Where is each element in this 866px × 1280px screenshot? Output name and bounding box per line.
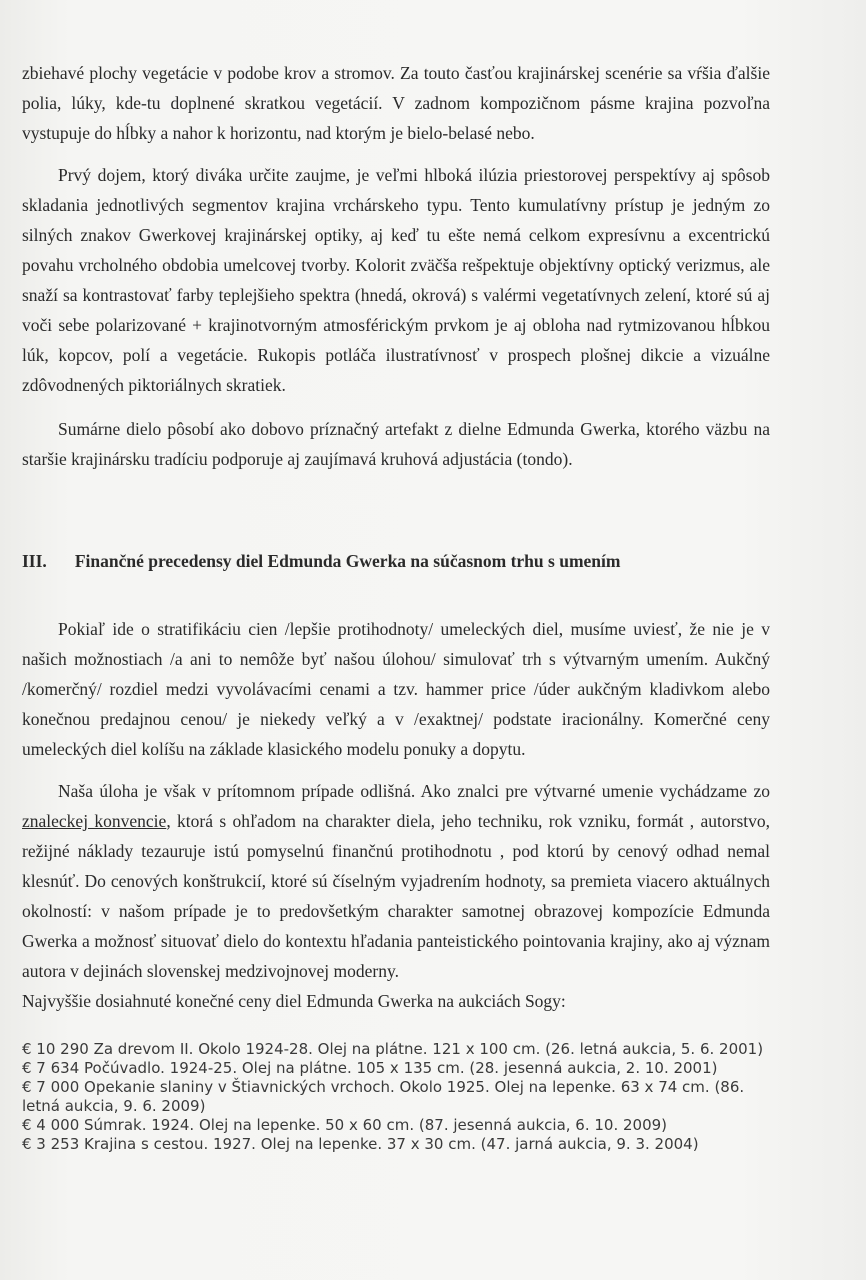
paragraph-our-task — [22, 776, 770, 986]
section-number: III. — [22, 551, 47, 571]
price-item: € 3 253 Krajina s cestou. 1927. Olej na lepenke. 37 x 30 cm. (47. jarná aukcia, 9. 3. 2004) — [22, 1135, 699, 1153]
our-task-start: Naša úloha je však v prítomnom prípade odlišná. Ako znalci pre výtvarné umenie vychádzame zo — [58, 781, 770, 801]
price-list — [22, 1040, 770, 1154]
paragraph-first-impression: Prvý dojem, ktorý diváka určite zaujme, je veľmi hlboká ilúzia priestorovej perspektívy aj spôsob skladania jednotlivých segmentov krajina vrchárskeho typu. Tento kumulatívny prístup je jedným zo silných znakov Gwerkovej krajinárskej optiky, aj keď tu ešte nemá celkom expresívnu a excentrickú povahu vrcholného obdobia umelcovej tvorby. Kolorit zväčša rešpektuje objektívny optický verizmus, ale snaží sa kontrastovať farby teplejšieho spektra (hnedá, okrová) s valérmi vegetatívnych zelení, ktoré sú aj voči sebe polarizované + krajinotvorným atmosférickým prvkom je aj obloha nad rytmizovanou hĺbkou lúk, kopcov, polí a vegetácie. Rukopis potláča ilustratívnosť v prospech plošnej dikcie a vizuálne zdôvodnených piktoriálnych skratiek. — [22, 165, 770, 395]
section-heading — [22, 546, 770, 576]
section-title: Finančné precedensy diel Edmunda Gwerka na súčasnom trhu s umením — [74, 551, 621, 571]
paragraph-stratification: Pokiaľ ide o stratifikáciu cien /lepšie protihodnoty/ umeleckých diel, musíme uviesť, že nie je v našich možnostiach /a ani to nemôže byť našou úlohou/ simulovať trh s výtvarným umením. Aukčný /komerčný/ rozdiel medzi vyvolávacími cenami a tzv. hammer price /úder aukčným kladivkom alebo konečnou predajnou cenou/ je niekedy veľký a v /exaktnej/ podstate iracionálny. Komerčné ceny umeleckých diel kolíšu na základe klasického modelu ponuky a dopytu. — [22, 619, 770, 759]
underlined-term: znaleckej konvencie — [22, 811, 167, 831]
our-task-rest: , ktorá s ohľadom na charakter diela, jeho techniku, rok vzniku, formát , autorstvo, režijné náklady tezauruje istú pomyselnú finančnú protihodnotu , pod ktorú by cenový odhad nemal klesnúť. Do cenových konštrukcií, ktoré sú číselným vyjadrením hodnoty, sa premieta viacero aktuálnych okolností: v našom prípade je to predovšetkým charakter samotnej obrazovej kompozície Edmunda Gwerka a možnosť situovať dielo do kontextu hľadania panteistického pointovania krajiny, ako aj význam autora v dejinách slovenskej medzivojnovej moderny. — [22, 811, 770, 981]
paragraph-vegetation: zbiehavé plochy vegetácie v podobe krov a stromov. Za touto časťou krajinárskej scenérie sa vŕšia ďalšie polia, lúky, kde-tu doplnené skratkou vegetácií. V zadnom kompozičnom pásme krajina pozvoľna vystupuje do hĺbky a nahor k horizontu, nad ktorým je bielo-belasé nebo. — [22, 63, 770, 143]
paragraph-summary: Sumárne dielo pôsobí ako dobovo príznačný artefakt z dielne Edmunda Gwerka, ktorého väzbu na staršie krajinársku tradíciu podporuje aj zaujímavá kruhová adjustácia (tondo). — [22, 419, 770, 469]
price-item: € 7 634 Počúvadlo. 1924-25. Olej na plátne. 105 x 135 cm. (28. jesenná aukcia, 2. 10. 2001) — [22, 1059, 718, 1077]
price-item: € 10 290 Za drevom II. Okolo 1924-28. Olej na plátne. 121 x 100 cm. (26. letná aukcia, 5. 6. 2001) — [22, 1040, 764, 1058]
price-item: € 7 000 Opekanie slaniny v Štiavnických vrchoch. Okolo 1925. Olej na lepenke. 63 x 74 cm. (86. letná aukcia, 9. 6. 2009) — [22, 1078, 745, 1115]
price-item: € 4 000 Súmrak. 1924. Olej na lepenke. 50 x 60 cm. (87. jesenná aukcia, 6. 10. 2009) — [22, 1116, 668, 1134]
paragraph-prices-intro: Najvyššie dosiahnuté konečné ceny diel Edmunda Gwerka na aukciách Sogy: — [22, 991, 566, 1011]
